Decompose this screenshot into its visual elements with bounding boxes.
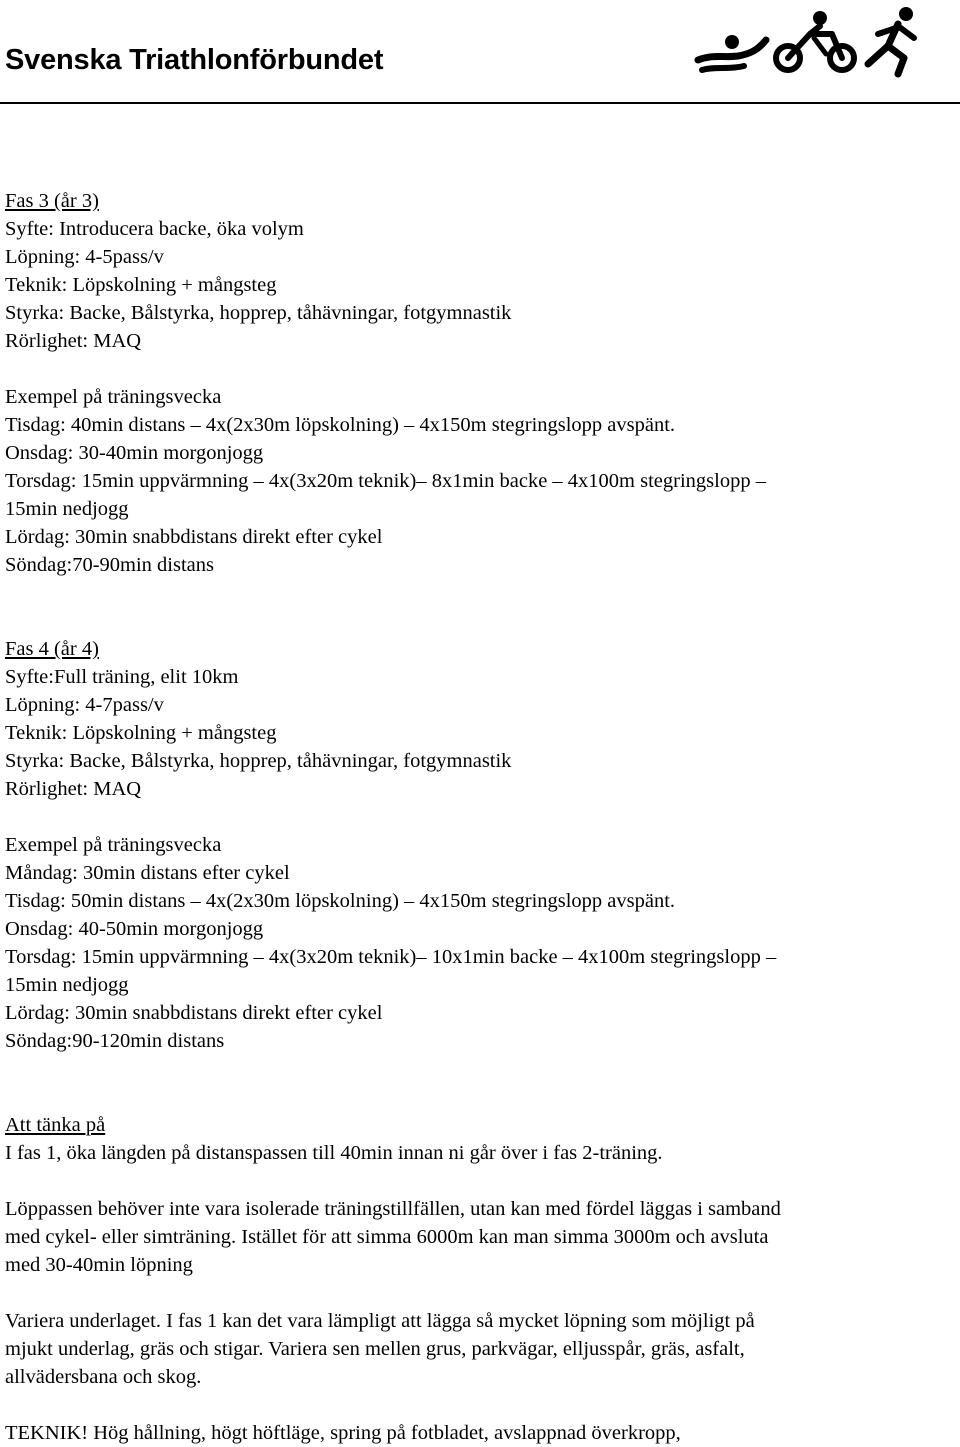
section-heading: Fas 4 (år 4): [5, 638, 99, 660]
header-divider: [0, 102, 960, 104]
text-line: Styrka: Backe, Bålstyrka, hopprep, tåhävningar, fotgymnastik: [5, 750, 512, 772]
section-heading: Fas 3 (år 3): [5, 190, 99, 212]
text-line: Rörlighet: MAQ: [5, 330, 142, 352]
text-line: Rörlighet: MAQ: [5, 778, 142, 800]
text-line: Lördag: 30min snabbdistans direkt efter cykel: [5, 526, 383, 548]
section-att-tanka-pa: [5, 1111, 955, 1447]
text-line: Lördag: 30min snabbdistans direkt efter cykel: [5, 1002, 383, 1024]
text-line: Teknik: Löpskolning + mångsteg: [5, 722, 277, 744]
text-line: Torsdag: 15min uppvärmning – 4x(3x20m teknik)– 8x1min backe – 4x100m stegringslopp –: [5, 470, 766, 492]
text-line: Tisdag: 40min distans – 4x(2x30m löpskolning) – 4x150m stegringslopp avspänt.: [5, 414, 676, 436]
text-line: Syfte: Introducera backe, öka volym: [5, 218, 304, 240]
page-header: [0, 0, 960, 104]
paragraph: TEKNIK! Hög hållning, högt höftläge, spring på fotbladet, avslappnad överkropp,: [5, 1422, 681, 1444]
text-line: Onsdag: 40-50min morgonjogg: [5, 918, 264, 940]
section-heading: Att tänka på: [5, 1114, 106, 1136]
text-line: Tisdag: 50min distans – 4x(2x30m löpskolning) – 4x150m stegringslopp avspänt.: [5, 890, 676, 912]
text-line: allvädersbana och skog.: [5, 1366, 202, 1388]
text-line: Söndag:90-120min distans: [5, 1030, 225, 1052]
text-line: med 30-40min löpning: [5, 1254, 193, 1276]
text-line: Måndag: 30min distans efter cykel: [5, 862, 290, 884]
text-line: 15min nedjogg: [5, 974, 129, 996]
spacer: [5, 803, 955, 831]
spacer: [5, 1391, 955, 1419]
document-body: [5, 187, 955, 1447]
spacer: [5, 579, 955, 635]
spacer: [5, 355, 955, 383]
text-line: mjukt underlag, gräs och stigar. Variera sen mellen grus, parkvägar, elljusspår, gräs, asfalt,: [5, 1338, 745, 1360]
section-fas-3: [5, 187, 955, 579]
text-line: med cykel- eller simträning. Istället för att simma 6000m kan man simma 3000m och avsluta: [5, 1226, 769, 1248]
text-line: 15min nedjogg: [5, 498, 129, 520]
paragraph: I fas 1, öka längden på distanspassen till 40min innan ni går över i fas 2-träning.: [5, 1142, 663, 1164]
text-line: Styrka: Backe, Bålstyrka, hopprep, tåhävningar, fotgymnastik: [5, 302, 512, 324]
text-line: Onsdag: 30-40min morgonjogg: [5, 442, 264, 464]
text-line: Teknik: Löpskolning + mångsteg: [5, 274, 277, 296]
subheading: Exempel på träningsvecka: [5, 386, 222, 408]
triathlon-logo-icon: [692, 4, 922, 80]
section-fas-4: [5, 635, 955, 1055]
spacer: [5, 1167, 955, 1195]
text-line: Löppassen behöver inte vara isolerade träningstillfällen, utan kan med fördel läggas i samband: [5, 1198, 781, 1220]
text-line: Löpning: 4-7pass/v: [5, 694, 164, 716]
text-line: Torsdag: 15min uppvärmning – 4x(3x20m teknik)– 10x1min backe – 4x100m stegringslopp –: [5, 946, 777, 968]
spacer: [5, 1055, 955, 1111]
spacer: [5, 1279, 955, 1307]
text-line: Löpning: 4-5pass/v: [5, 246, 164, 268]
text-line: Söndag:70-90min distans: [5, 554, 214, 576]
text-line: Variera underlaget. I fas 1 kan det vara lämpligt att lägga så mycket löpning som möjligt på: [5, 1310, 755, 1332]
subheading: Exempel på träningsvecka: [5, 834, 222, 856]
text-line: Syfte:Full träning, elit 10km: [5, 666, 239, 688]
organization-title: Svenska Triathlonförbundet: [5, 44, 384, 76]
